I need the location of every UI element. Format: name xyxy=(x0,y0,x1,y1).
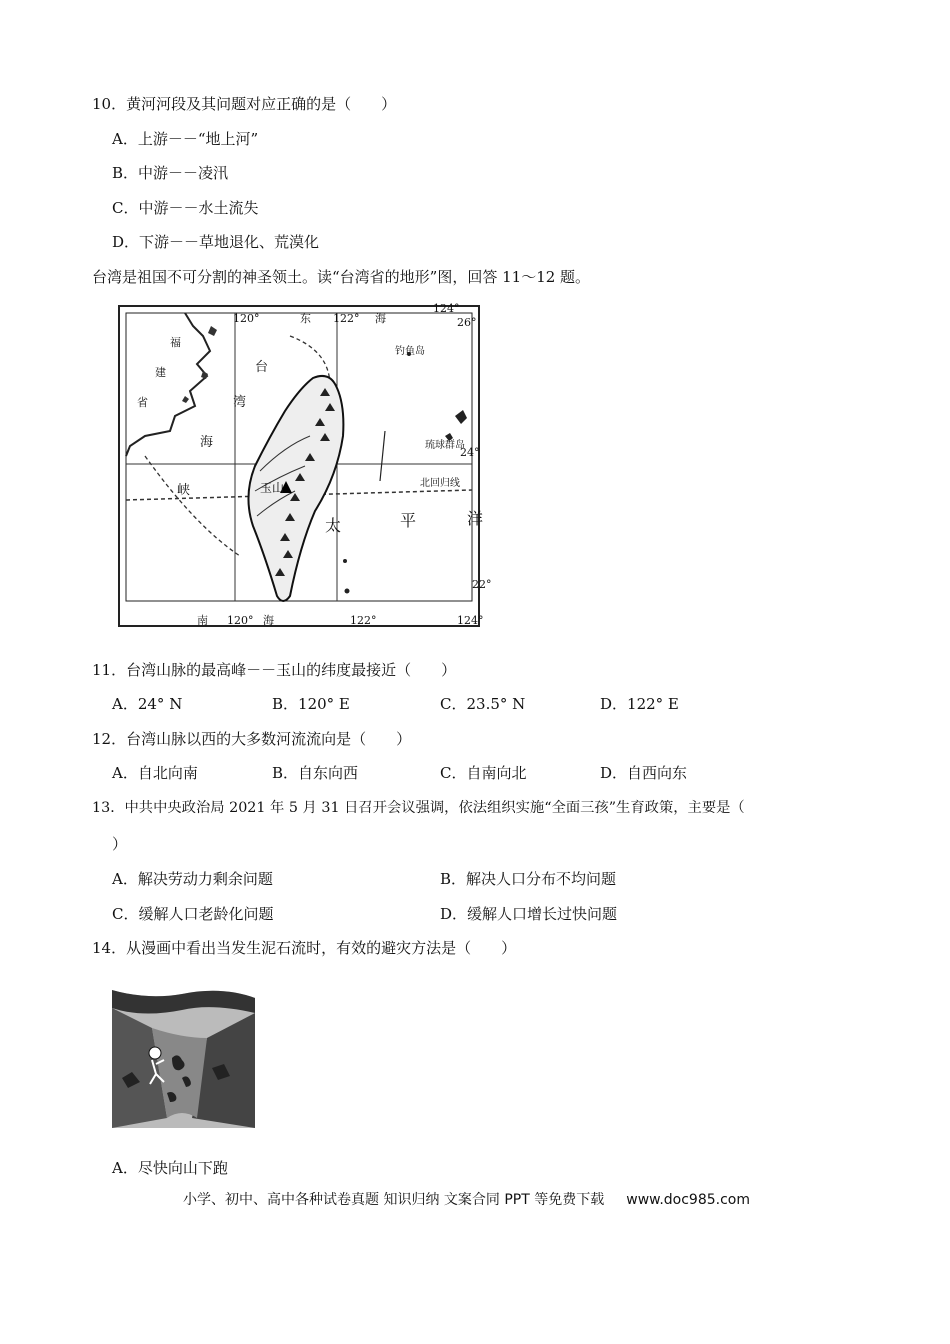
q10-option-c: C．中游－－水土流失 xyxy=(112,199,259,217)
label-strait-4: 峡 xyxy=(177,483,191,498)
q14-option-a: A．尽快向山下跑 xyxy=(112,1159,228,1177)
coastal-islands xyxy=(182,326,217,403)
label-pacific-1: 太 xyxy=(325,516,342,535)
q13-option-d: D．缓解人口增长过快问题 xyxy=(440,905,618,923)
label-tropic: 北回归线 xyxy=(420,478,460,489)
q11-option-a: A．24° N xyxy=(112,695,183,713)
label-lon124-top: 124° xyxy=(433,302,460,315)
label-south-sea-1: 南 xyxy=(197,614,208,627)
label-lon122-top: 122° xyxy=(333,312,360,325)
q13-option-a: A．解决劳动力剩余问题 xyxy=(112,870,273,888)
label-fu: 福 xyxy=(170,336,181,349)
label-lat26: 26° xyxy=(457,316,477,329)
label-strait-3: 海 xyxy=(200,435,214,450)
q10-option-d: D．下游－－草地退化、荒漠化 xyxy=(112,233,320,251)
q10-stem: 10．黄河河段及其问题对应正确的是（ ） xyxy=(92,95,397,113)
small-island-dot-2 xyxy=(343,559,347,563)
label-diaoyu: 钓鱼岛 xyxy=(395,346,425,357)
label-pacific-3: 洋 xyxy=(467,509,484,528)
label-lon120-top: 120° xyxy=(233,312,260,325)
q11-option-d: D．122° E xyxy=(600,695,679,713)
footer-url-link[interactable]: www.doc985.com xyxy=(626,1192,750,1208)
q13-option-c: C．缓解人口老龄化问题 xyxy=(112,905,274,923)
label-lat22: 22° xyxy=(472,578,492,591)
q13-stem-line2: ） xyxy=(112,835,128,853)
q14-stem: 14．从漫画中看出当发生泥石流时，有效的避灾方法是（ ） xyxy=(92,939,517,957)
label-east-sea-1: 东 xyxy=(300,312,311,325)
taiwan-terrain-map xyxy=(115,296,500,636)
label-lon124-bottom: 124° xyxy=(457,614,484,627)
label-lat24: 24° xyxy=(460,446,480,459)
q11-option-b: B．120° E xyxy=(272,695,350,713)
label-south-sea-2: 海 xyxy=(263,614,274,627)
label-yushan: 玉山 xyxy=(260,481,285,495)
q12-option-c: C．自南向北 xyxy=(440,764,527,782)
label-lon122-bottom: 122° xyxy=(350,614,377,627)
strait-boundary-line xyxy=(145,456,240,556)
mudslide-cartoon-image xyxy=(112,968,255,1128)
q12-stem: 12．台湾山脉以西的大多数河流流向是（ ） xyxy=(92,730,412,748)
ryukyu-chain-line xyxy=(380,431,385,481)
label-east-sea-2: 海 xyxy=(375,312,386,325)
q13-option-b: B．解决人口分布不均问题 xyxy=(440,870,617,888)
label-lon120-bottom: 120° xyxy=(227,614,254,627)
q10-option-b: B．中游－－凌汛 xyxy=(112,164,229,182)
small-island-dot xyxy=(345,589,350,594)
label-pacific-2: 平 xyxy=(400,511,417,530)
page-footer xyxy=(183,1190,750,1210)
intro-text: 台湾是祖国不可分割的神圣领土。读“台湾省的地形”图，回答 11～12 题。 xyxy=(92,268,591,286)
footer-text: 小学、初中、高中各种试卷真题 知识归纳 文案合同 PPT 等免费下载 xyxy=(183,1192,605,1208)
label-ryukyu: 琉球群岛 xyxy=(425,440,465,451)
q10-option-a: A．上游－－“地上河” xyxy=(112,130,259,148)
q11-stem: 11．台湾山脉的最高峰－－玉山的纬度最接近（ ） xyxy=(92,661,457,679)
q12-option-a: A．自北向南 xyxy=(112,764,198,782)
ryukyu-islands-shape xyxy=(445,410,467,441)
label-strait-2: 湾 xyxy=(233,395,247,410)
q12-option-b: B．自东向西 xyxy=(272,764,359,782)
q13-stem-line1: 13．中共中央政治局 2021 年 5 月 31 日召开会议强调，依法组织实施“全面三孩”生育政策，主要是（ xyxy=(92,800,745,816)
fujian-coastline xyxy=(126,313,210,456)
q11-option-c: C．23.5° N xyxy=(440,695,526,713)
label-sheng: 省 xyxy=(137,396,148,409)
label-jian: 建 xyxy=(155,366,166,379)
q12-option-d: D．自西向东 xyxy=(600,764,688,782)
label-strait-1: 台 xyxy=(255,360,269,375)
